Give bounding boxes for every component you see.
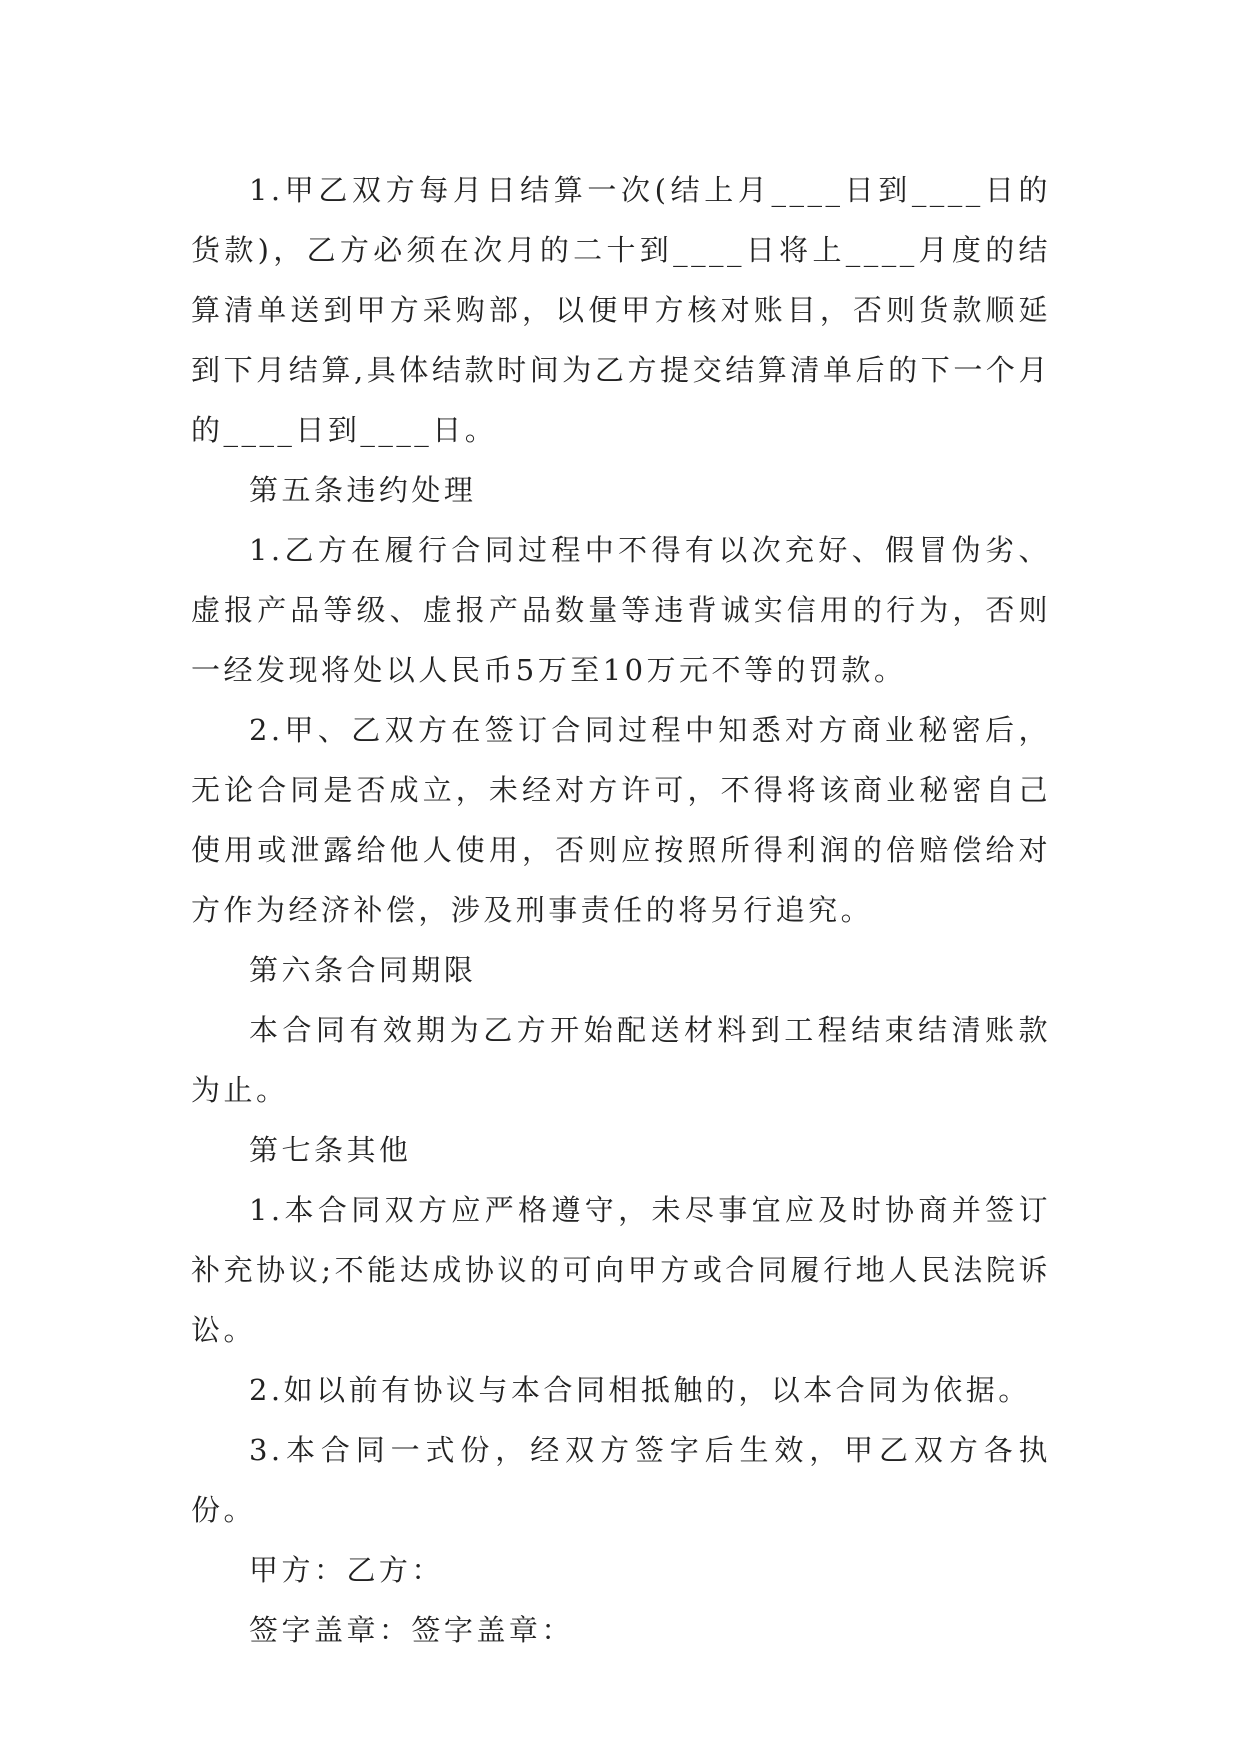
other-clause-1: 1.本合同双方应严格遵守，未尽事宜应及时协商并签订补充协议;不能达成协议的可向甲方或合同履行地人民法院诉讼。 [191,1193,1051,1347]
other-clause-3: 3.本合同一式份，经双方签字后生效，甲乙双方各执份。 [191,1433,1051,1527]
parties-line: 甲方：乙方： [249,1553,444,1587]
breach-clause-2: 2.甲、乙双方在签订合同过程中知悉对方商业秘密后，无论合同是否成立，未经对方许可，不得将该商业秘密自己使用或泄露给他人使用，否则应按照所得利润的倍赔偿给对方作为经济补偿，涉及刑事责任的将另行追究。 [191,713,1051,927]
term-clause: 本合同有效期为乙方开始配送材料到工程结束结清账款为止。 [191,1013,1051,1107]
settlement-clause-1: 1.甲乙双方每月日结算一次(结上月____日到____日的货款)，乙方必须在次月的二十到____日将上____月度的结算清单送到甲方采购部，以便甲方核对账目，否则货款顺延到下月结算,具体结款时间为乙方提交结算清单后的下一个月的____日到____日。 [191,173,1051,447]
contract-body [191,160,1051,1660]
section-7-heading: 第七条其他 [249,1133,412,1167]
other-clause-2: 2.如以前有协议与本合同相抵触的，以本合同为依据。 [249,1373,1031,1407]
breach-clause-1: 1.乙方在履行合同过程中不得有以次充好、假冒伪劣、虚报产品等级、虚报产品数量等违背诚实信用的行为，否则一经发现将处以人民币5万至10万元不等的罚款。 [191,533,1051,687]
section-5-heading: 第五条违约处理 [249,473,477,507]
section-6-heading: 第六条合同期限 [249,953,477,987]
signature-line: 签字盖章：签字盖章： [249,1613,574,1647]
